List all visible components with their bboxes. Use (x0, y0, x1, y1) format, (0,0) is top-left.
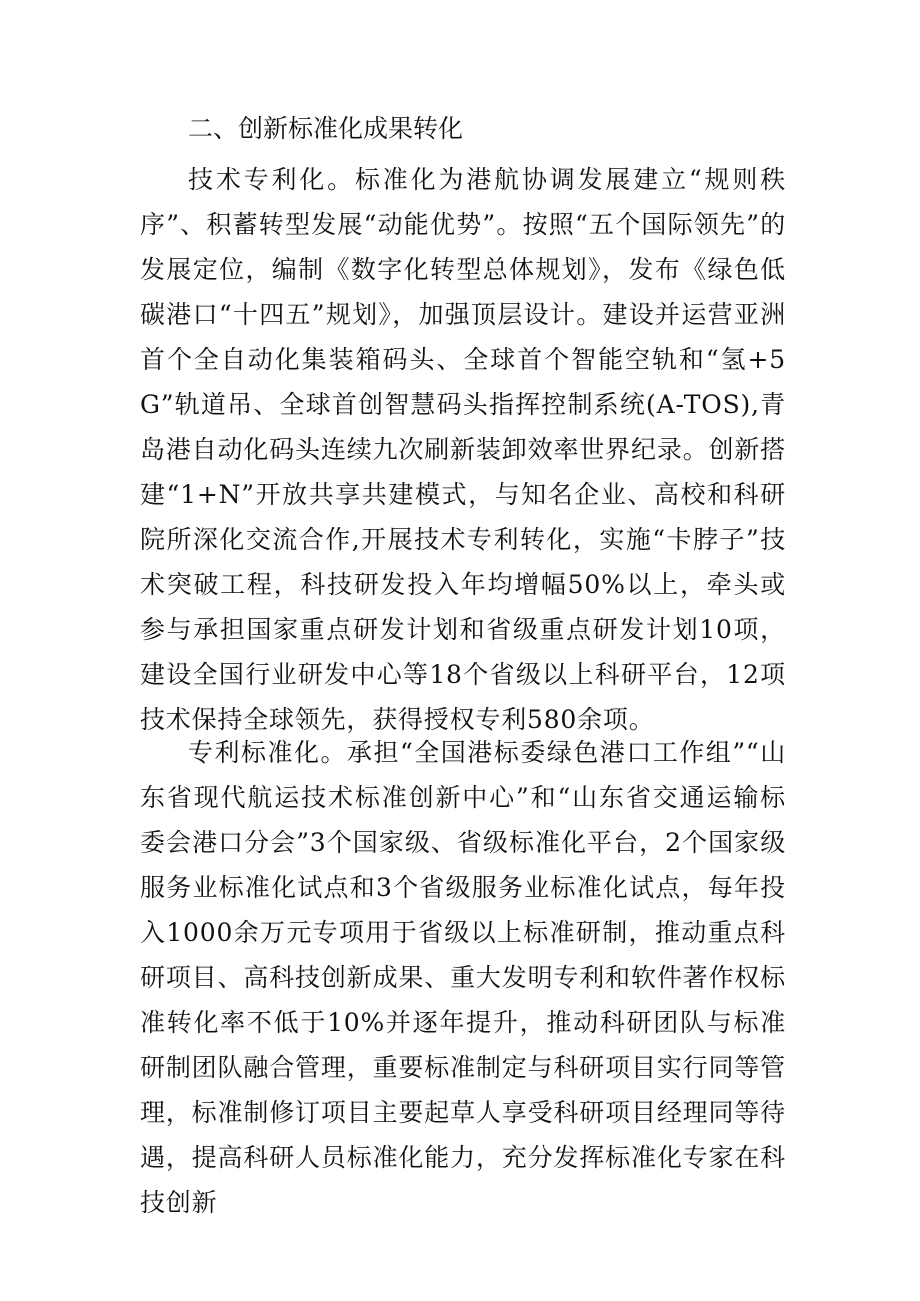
section-heading: 二、创新标准化成果转化 (188, 114, 464, 143)
paragraph-technology-patenting: 技术专利化。标准化为港航协调发展建立“规则秩序”、积蓄转型发展“动能优势”。按照“五个国际领先”的发展定位，编制《数字化转型总体规划》，发布《绿色低碳港口“十四五”规划》，加强顶层设计。建设并运营亚洲首个全自动化集装箱码头、全球首个智能空轨和“氢+5G”轨道吊、全球首创智慧码头指挥控制系统(A-TOS),青岛港自动化码头连续九次刷新装卸效率世界纪录。创新搭建“1+N”开放共享共建模式，与知名企业、高校和科研院所深化交流合作,开展技术专利转化，实施“卡脖子”技术突破工程，科技研发投入年均增幅50%以上，牵头或参与承担国家重点研发计划和省级重点研发计划10项，建设全国行业研发中心等18个省级以上科研平台，12项技术保持全球领先，获得授权专利580余项。 (140, 165, 786, 734)
paragraph-patent-standardization: 专利标准化。承担“全国港标委绿色港口工作组”“山东省现代航运技术标准创新中心”和“山东省交通运输标委会港口分会”3个国家级、省级标准化平台，2个国家级服务业标准化试点和3个省级服务业标准化试点，每年投入1000余万元专项用于省级以上标准研制，推动重点科研项目、高科技创新成果、重大发明专利和软件著作权标准转化率不低于10%并逐年提升，推动科研团队与标准研制团队融合管理，重要标准制定与科研项目实行同等管理，标准制修订项目主要起草人享受科研项目经理同等待遇，提高科研人员标准化能力，充分发挥标准化专家在科技创新 (140, 738, 786, 1217)
